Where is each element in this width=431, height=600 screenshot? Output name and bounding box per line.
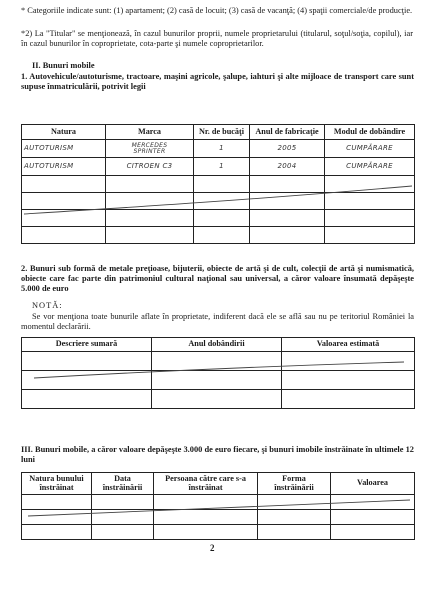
- cell-an: 2005: [250, 140, 325, 158]
- cell-marca: CITROEN C3: [106, 158, 194, 176]
- col-marca: Marca: [106, 125, 194, 140]
- header-line: Data: [114, 473, 131, 483]
- header-line: înstrăinat: [188, 482, 223, 492]
- col-nr-bucati: Nr. de bucăţi: [194, 125, 250, 140]
- header-line: Persoana către care s-a: [165, 473, 246, 483]
- header-line: Natura bunului: [29, 473, 84, 483]
- section-2-heading: II. Bunuri mobile: [32, 61, 95, 70]
- table-row: [22, 176, 415, 193]
- header-line: înstrăinării: [274, 482, 314, 492]
- col-data-instrainarii: [92, 473, 154, 495]
- nota-text: Se vor menţiona toate bunurile aflate în proprietate, indiferent dacă ele se află sau nu pe teritoriul României la momentul declarării.: [21, 312, 414, 331]
- marca-line-1: MERCEDES: [131, 141, 168, 149]
- table-row: [22, 158, 415, 176]
- table-row: [22, 390, 415, 409]
- col-valoarea: Valoarea: [331, 473, 415, 495]
- cell-natura: AUTOTURISM: [22, 158, 106, 176]
- table-row: [22, 227, 415, 244]
- col-an-fabricatie: Anul de fabricaţie: [250, 125, 325, 140]
- col-natura: Natura: [22, 125, 106, 140]
- table-row: [22, 495, 415, 510]
- table-row: [22, 371, 415, 390]
- page-number: 2: [210, 543, 215, 553]
- categories-note: * Categoriile indicate sunt: (1) apartament; (2) casă de locuit; (3) casă de vacanţă; (4) spaţii comerciale/de producţie.: [21, 6, 413, 15]
- section-3-heading: III. Bunuri mobile, a căror valoare depăşeşte 3.000 de euro fiecare, şi bunuri imobile înstrăinate în ultimele 12 luni: [21, 445, 414, 464]
- table-row: [22, 525, 415, 540]
- cell-mod: CUMPĂRARE: [325, 140, 415, 158]
- table-row: [22, 210, 415, 227]
- col-forma-instrainarii: [258, 473, 331, 495]
- cell-natura: AUTOTURISM: [22, 140, 106, 158]
- cell-nr: 1: [194, 140, 250, 158]
- table-row: [22, 352, 415, 371]
- col-persoana: [154, 473, 258, 495]
- table-row: [22, 140, 415, 158]
- cell-marca: [106, 140, 194, 158]
- alienated-assets-table: [21, 472, 415, 540]
- cell-nr: 1: [194, 158, 250, 176]
- vehicles-table: [21, 124, 415, 244]
- titular-note: *2) La "Titular" se menţionează, în cazul bunurilor proprii, numele proprietarului (titularul, soţul/soţia, copilul), iar în cazul bunurilor în coproprietate, cota-parte şi numele coproprietarilor.: [21, 29, 413, 48]
- marca-line-2: SPRINTER: [133, 147, 166, 155]
- section-2-item-2: 2. Bunuri sub formă de metale preţioase, bijuterii, obiecte de artă şi de cult, colecţii de artă şi numismatică, obiecte care fac parte din patrimoniul cultural naţional sau universal, a căror valoare însumată depăşeşte 5.000 de euro: [21, 264, 414, 293]
- header-line: înstrăinării: [102, 482, 143, 492]
- cell-mod: CUMPĂRARE: [325, 158, 415, 176]
- table-row: [22, 510, 415, 525]
- col-natura-bunului: [22, 473, 92, 495]
- col-valoare-estimata: Valoarea estimată: [282, 338, 415, 352]
- col-descriere: Descriere sumară: [22, 338, 152, 352]
- section-2-item-1: 1. Autovehicule/autoturisme, tractoare, maşini agricole, şalupe, iahturi şi alte mijloace de transport care sunt supuse înmatriculării, potrivit legii: [21, 72, 414, 91]
- table-row: [22, 193, 415, 210]
- col-an-dobandire: Anul dobândirii: [152, 338, 282, 352]
- header-line: înstrăinat: [39, 482, 74, 492]
- cell-an: 2004: [250, 158, 325, 176]
- valuables-table: [21, 337, 415, 409]
- nota-label: NOTĂ:: [32, 301, 63, 310]
- header-line: Forma: [282, 473, 306, 483]
- col-mod-dobandire: Modul de dobândire: [325, 125, 415, 140]
